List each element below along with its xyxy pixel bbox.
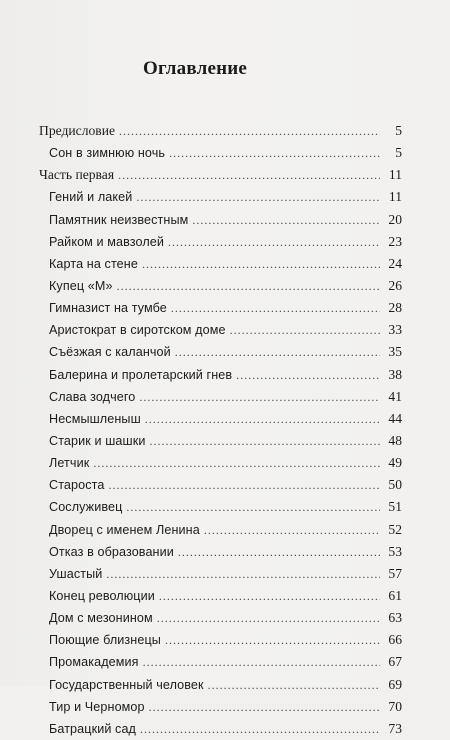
- toc-entry: [39, 629, 402, 651]
- toc-entry-title: Часть первая: [39, 167, 115, 183]
- toc-leader-dots: [236, 364, 380, 386]
- toc-page-number: 53: [388, 543, 402, 559]
- toc-leader-dots: [192, 209, 380, 231]
- toc-entry: [39, 364, 402, 386]
- toc-leader-dots: [93, 452, 380, 474]
- toc-entry: [39, 496, 402, 518]
- toc-page-number: 11: [388, 189, 402, 205]
- toc-leader-dots: [149, 430, 380, 452]
- toc-entry-title: Летчик: [49, 456, 90, 471]
- toc-page-number: 26: [388, 277, 402, 293]
- toc-entry-title: Конец революции: [49, 588, 155, 603]
- toc-page-number: 28: [388, 300, 402, 316]
- toc-leader-dots: [119, 120, 380, 142]
- toc-entry: [39, 297, 402, 319]
- toc-leader-dots: [178, 541, 380, 563]
- toc-entry: [39, 275, 402, 297]
- toc-entry: [39, 563, 402, 585]
- toc-leader-dots: [106, 563, 380, 585]
- page-title: Оглавление: [142, 58, 248, 79]
- toc-entry: [39, 607, 402, 629]
- toc-page-number: 20: [388, 211, 402, 227]
- toc-leader-dots: [175, 341, 380, 363]
- toc-leader-dots: [159, 585, 380, 607]
- toc-leader-dots: [157, 607, 380, 629]
- toc-leader-dots: [142, 253, 380, 275]
- toc-entry: [39, 651, 402, 673]
- toc-page-number: 48: [388, 432, 402, 448]
- toc-page-number: 5: [395, 145, 402, 161]
- toc-entry-title: Староста: [49, 478, 105, 493]
- toc-page-number: 35: [388, 344, 402, 360]
- toc-leader-dots: [139, 386, 380, 408]
- toc-entry: [39, 519, 402, 541]
- toc-entry: [39, 674, 402, 696]
- toc-entry: [39, 120, 402, 142]
- toc-entry: [39, 430, 402, 452]
- toc-leader-dots: [230, 319, 380, 341]
- toc-leader-dots: [168, 231, 380, 253]
- toc-entry: [39, 474, 402, 496]
- toc-entry: [39, 585, 402, 607]
- toc-leader-dots: [136, 186, 380, 208]
- toc-page-number: 11: [388, 167, 402, 183]
- toc-page-number: 70: [388, 698, 402, 714]
- toc-leader-dots: [126, 496, 380, 518]
- toc-leader-dots: [118, 164, 380, 186]
- toc-leader-dots: [143, 651, 380, 673]
- toc-leader-dots: [204, 519, 380, 541]
- toc-leader-dots: [149, 696, 380, 718]
- toc-entry-title: Балерина и пролетарский гнев: [49, 367, 233, 382]
- toc-entry-title: Предисловие: [39, 123, 116, 138]
- toc-page-number: 44: [388, 410, 402, 426]
- toc-entry: [39, 696, 402, 718]
- toc-entry-title: Райком и мавзолей: [49, 234, 165, 249]
- toc-entry: [39, 541, 402, 563]
- toc-entry-title: Аристократ в сиротском доме: [49, 323, 226, 338]
- toc-entry-title: Батрацкий сад: [49, 721, 137, 736]
- toc-entry: [39, 452, 402, 474]
- toc-entry: [39, 341, 402, 363]
- toc-entry-title: Старик и шашки: [49, 433, 146, 448]
- toc-leader-dots: [171, 297, 380, 319]
- toc-entry: [39, 386, 402, 408]
- toc-page-number: 50: [388, 477, 402, 493]
- toc-entry-title: Промакадемия: [49, 655, 139, 670]
- toc-leader-dots: [117, 275, 380, 297]
- toc-page-number: 51: [388, 499, 402, 515]
- toc-leader-dots: [165, 629, 380, 651]
- toc-entry-title: Сон в зимнюю ночь: [49, 146, 166, 161]
- toc-entry: [39, 408, 402, 430]
- toc-entry-title: Купец «М»: [49, 278, 113, 293]
- toc-entry-title: Памятник неизвестным: [49, 212, 189, 227]
- toc-entry: [39, 231, 402, 253]
- toc-entry: [39, 718, 402, 740]
- toc-page-number: 41: [388, 388, 402, 404]
- toc-entry-title: Государственный человек: [49, 677, 204, 692]
- toc-page-number: 24: [388, 255, 402, 271]
- table-of-contents: [39, 120, 402, 740]
- toc-page-number: 33: [388, 322, 402, 338]
- toc-page-number: 73: [388, 720, 402, 736]
- toc-entry-title: Поющие близнецы: [49, 633, 161, 648]
- toc-entry-title: Дом с мезонином: [49, 611, 153, 626]
- toc-leader-dots: [208, 674, 380, 696]
- toc-entry-title: Съёзжая с каланчой: [49, 345, 171, 360]
- toc-page-number: 5: [395, 123, 402, 138]
- toc-entry-title: Слава зодчего: [49, 389, 136, 404]
- toc-page-number: 63: [388, 610, 402, 626]
- toc-entry: [39, 209, 402, 231]
- toc-entry-title: Сослуживец: [49, 500, 123, 515]
- toc-entry-title: Тир и Черномор: [49, 699, 145, 714]
- toc-page-number: 69: [388, 676, 402, 692]
- toc-leader-dots: [108, 474, 380, 496]
- toc-entry-title: Карта на стене: [49, 256, 138, 271]
- toc-page-number: 67: [388, 654, 402, 670]
- toc-entry: [39, 164, 402, 186]
- toc-leader-dots: [169, 142, 380, 164]
- toc-page-number: 49: [388, 455, 402, 471]
- toc-entry: [39, 253, 402, 275]
- toc-page-number: 38: [388, 366, 402, 382]
- toc-entry: [39, 319, 402, 341]
- toc-leader-dots: [140, 718, 380, 740]
- toc-entry-title: Отказ в образовании: [49, 544, 174, 559]
- toc-page-number: 61: [388, 587, 402, 603]
- toc-entry-title: Ушастый: [49, 566, 103, 581]
- toc-page-number: 66: [388, 632, 402, 648]
- toc-page-number: 52: [388, 521, 402, 537]
- toc-entry: [39, 186, 402, 208]
- toc-entry-title: Гимназист на тумбе: [49, 301, 167, 316]
- toc-entry-title: Дворец с именем Ленина: [49, 522, 200, 537]
- toc-entry-title: Несмышленыш: [49, 411, 141, 426]
- toc-page-number: 57: [388, 565, 402, 581]
- toc-page-number: 23: [388, 233, 402, 249]
- toc-entry-title: Гений и лакей: [49, 190, 133, 205]
- toc-entry: [39, 142, 402, 164]
- toc-leader-dots: [145, 408, 380, 430]
